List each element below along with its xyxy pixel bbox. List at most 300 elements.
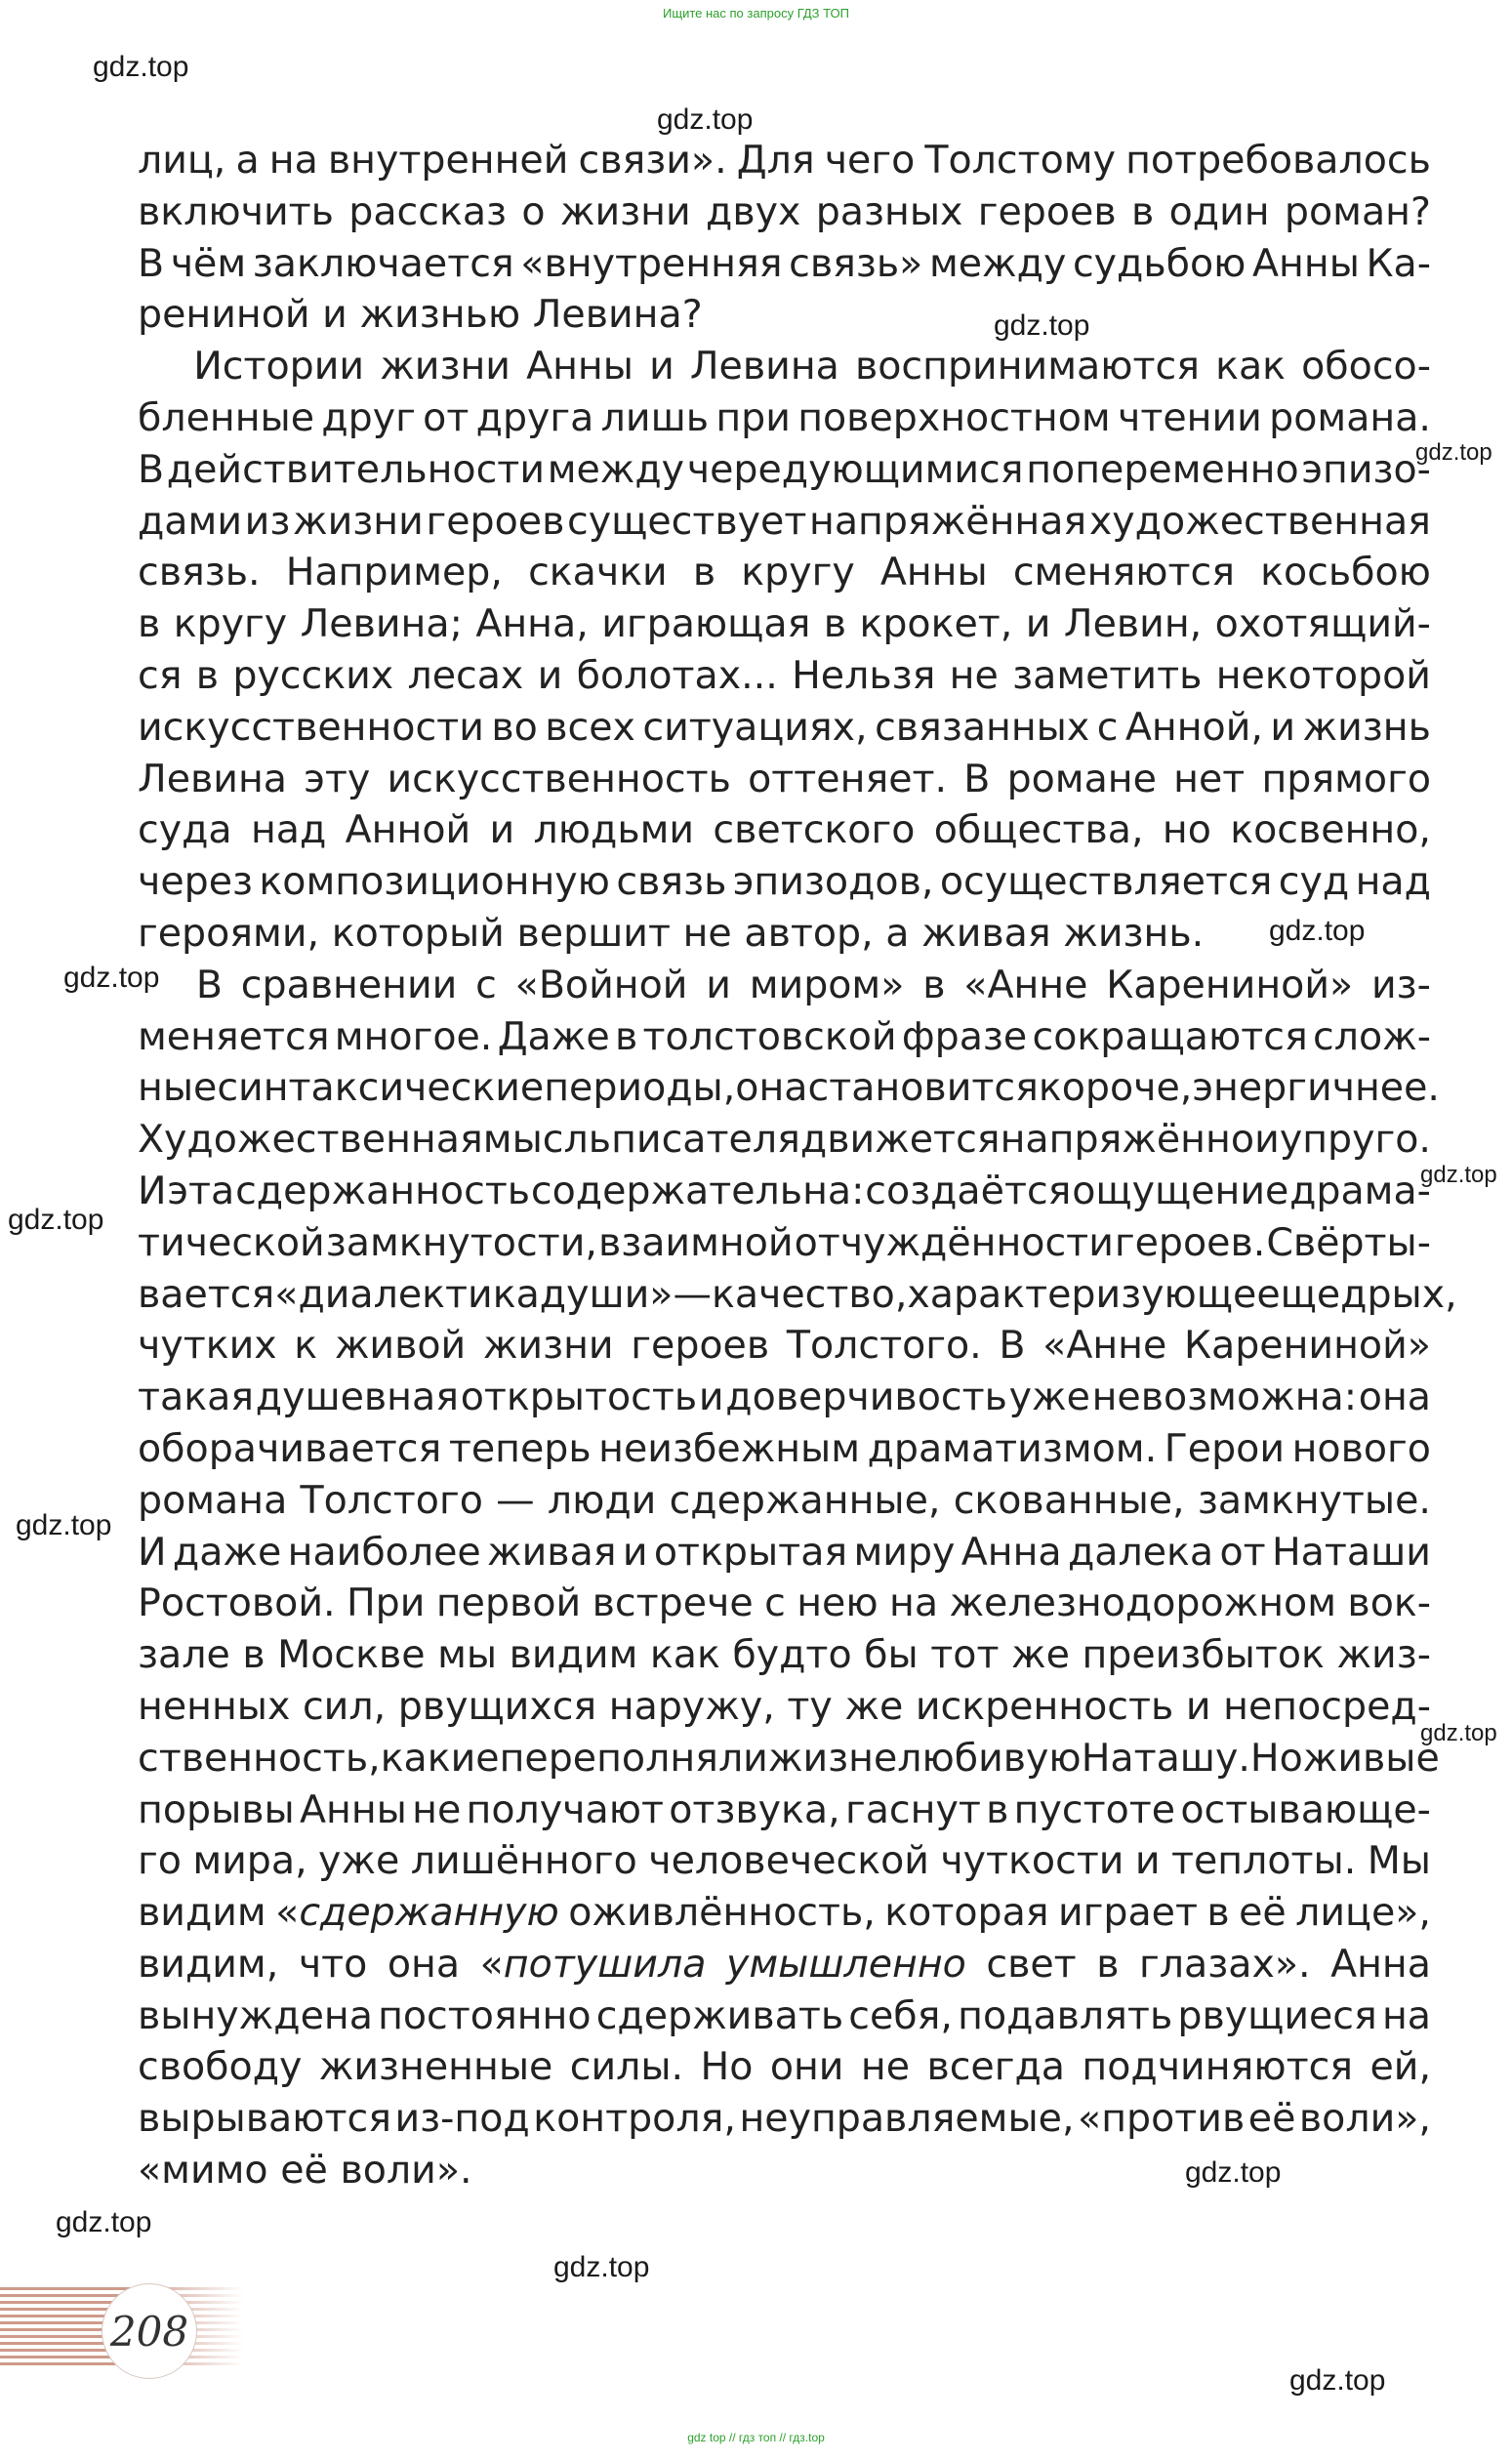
- word: художественная: [1088, 498, 1431, 544]
- word: жизнь.: [1063, 910, 1205, 956]
- word: живые: [1302, 1735, 1440, 1781]
- word: который: [331, 910, 505, 956]
- watermark: gdz.top: [1420, 1162, 1497, 1188]
- word: Левина;: [300, 601, 463, 647]
- word: над: [250, 807, 327, 853]
- word: Карениной»: [1183, 1323, 1431, 1369]
- word: периоды,: [544, 1065, 736, 1111]
- word: Левина: [689, 344, 839, 390]
- word: Левина?: [532, 292, 703, 338]
- word: В: [195, 962, 223, 1007]
- word: романа: [138, 1477, 288, 1523]
- word: душевная: [255, 1374, 459, 1420]
- word: воли»,: [1298, 2096, 1431, 2142]
- word: нет: [1173, 756, 1246, 801]
- word: связи».: [578, 138, 727, 183]
- word: какие: [380, 1735, 500, 1781]
- word: «Анне: [1042, 1323, 1167, 1369]
- word: жиз-: [1336, 1632, 1431, 1678]
- word: чутких: [138, 1323, 277, 1369]
- text-line: [138, 444, 1431, 496]
- word: потребовалось: [1125, 138, 1431, 183]
- word: обосо-: [1301, 344, 1431, 390]
- word: действительности: [166, 446, 545, 492]
- word: а: [885, 910, 910, 956]
- word: и: [1270, 704, 1296, 750]
- text-line: [138, 1939, 1431, 1990]
- word: внутренней: [327, 138, 569, 183]
- word: напряжённо: [1000, 1117, 1255, 1163]
- text-line: [138, 392, 1431, 444]
- word: синтаксические: [217, 1065, 545, 1111]
- word: Левина: [138, 756, 287, 801]
- word: мы: [437, 1632, 498, 1678]
- word: будто: [732, 1632, 852, 1678]
- word: живая: [921, 910, 1051, 956]
- word: Анны: [1252, 240, 1360, 286]
- word: дами: [138, 498, 242, 544]
- watermark: gdz.top: [1289, 2364, 1386, 2397]
- word: из-под: [394, 2096, 530, 2142]
- word: в: [1206, 1890, 1230, 1936]
- word: с: [1096, 704, 1119, 750]
- word: отзвука,: [669, 1786, 840, 1832]
- watermark: gdz.top: [1420, 1720, 1497, 1746]
- word: судьбою: [1072, 240, 1246, 286]
- word: автор,: [744, 910, 874, 956]
- word: разных: [815, 188, 963, 234]
- word: романа.: [1269, 394, 1431, 440]
- text-line: [138, 1269, 1457, 1321]
- word: что: [298, 1941, 368, 1987]
- word: пустоте: [1013, 1786, 1176, 1832]
- word: сравнении: [240, 962, 458, 1007]
- text-line: [138, 186, 1431, 238]
- word: сил,: [302, 1683, 387, 1729]
- text-line: [138, 702, 1431, 754]
- word: Истории: [193, 344, 365, 390]
- word: Анна,: [475, 601, 589, 647]
- word: отчуждённости: [794, 1219, 1114, 1265]
- word: В: [138, 240, 165, 286]
- word: ощущение: [1072, 1168, 1289, 1213]
- word: контроля,: [533, 2096, 736, 2142]
- word: создаётся: [865, 1168, 1072, 1213]
- text-line: [138, 238, 1431, 290]
- word: искусственности: [138, 704, 484, 750]
- word: Но: [700, 2044, 754, 2090]
- word: прямого: [1261, 756, 1431, 801]
- word: лице»,: [1295, 1890, 1431, 1936]
- word: при: [715, 394, 791, 440]
- word: жизни: [293, 498, 424, 544]
- word: теперь: [448, 1425, 592, 1471]
- text-line: [138, 908, 1431, 960]
- text-line: [138, 547, 1431, 598]
- word: упруго.: [1279, 1117, 1431, 1163]
- text-line: [138, 1423, 1431, 1475]
- text-line: [138, 960, 1431, 1011]
- word: короче,: [1038, 1065, 1193, 1111]
- text-line: [138, 598, 1431, 650]
- word: друга: [475, 394, 594, 440]
- word: в: [823, 601, 847, 647]
- word: нового: [1291, 1425, 1431, 1471]
- word: ные: [138, 1065, 218, 1111]
- word: вершит: [516, 910, 671, 956]
- word: меняется: [138, 1013, 330, 1059]
- word: её: [280, 2148, 328, 2194]
- word: неизбежным: [598, 1425, 861, 1471]
- word: её: [1247, 2096, 1296, 2142]
- word: не: [412, 1786, 462, 1832]
- text-line: [138, 804, 1431, 856]
- word: в: [692, 550, 716, 595]
- word: же: [844, 1683, 904, 1729]
- word: миром»: [749, 962, 905, 1007]
- word: даже: [172, 1529, 282, 1575]
- word: Анны: [300, 1786, 407, 1832]
- text-line: [138, 1887, 1431, 1939]
- word: двух: [706, 188, 801, 234]
- text-line: [138, 1835, 1431, 1887]
- text-line: [138, 1372, 1431, 1423]
- text-line: [138, 1062, 1440, 1114]
- word: открытая: [653, 1529, 848, 1575]
- word: и: [706, 962, 731, 1007]
- word: свободу: [138, 2044, 303, 2090]
- word: неуправляемые,: [739, 2096, 1075, 2142]
- word: гаснут: [844, 1786, 981, 1832]
- text-line: [138, 1784, 1431, 1836]
- word: Карениной»: [1106, 962, 1354, 1007]
- text-line: [138, 650, 1431, 702]
- text-line: [138, 1320, 1431, 1372]
- word: и: [649, 344, 674, 390]
- word: заметить: [1012, 652, 1203, 698]
- word: суд: [1278, 859, 1350, 905]
- word: подавлять: [958, 1992, 1173, 2038]
- watermark: gdz.top: [1415, 439, 1492, 466]
- word: героев: [426, 498, 565, 544]
- word: оборачивается: [138, 1425, 442, 1471]
- word: в: [986, 1786, 1009, 1832]
- word: видим: [509, 1632, 638, 1678]
- word: «внутренняя: [520, 240, 783, 286]
- word: всех: [545, 704, 635, 750]
- word: в: [138, 601, 161, 647]
- word: такая: [138, 1374, 255, 1420]
- word: Анна: [960, 1529, 1062, 1575]
- word: живой: [334, 1323, 467, 1369]
- word: чтении: [1118, 394, 1262, 440]
- word: она: [387, 1941, 461, 1987]
- word: Например,: [285, 550, 503, 595]
- word: оттеняет.: [748, 756, 948, 801]
- text-line: [138, 1578, 1431, 1629]
- watermark: gdz.top: [1269, 915, 1366, 947]
- word: сдержанность: [235, 1168, 531, 1213]
- word: жизнь: [1302, 704, 1431, 750]
- word: не: [949, 652, 999, 698]
- word: героев.: [1114, 1219, 1266, 1265]
- word: связанных: [875, 704, 1090, 750]
- word: один: [1168, 188, 1270, 234]
- word: встрече: [592, 1580, 754, 1626]
- word: порывы: [138, 1786, 295, 1832]
- word: взаимной: [597, 1219, 794, 1265]
- word: Герои: [1164, 1425, 1286, 1471]
- word: сдерживать: [595, 1992, 844, 2038]
- word: Анна: [1330, 1941, 1431, 1987]
- word: и: [622, 1529, 648, 1575]
- word: косьбою: [1260, 550, 1431, 595]
- word: рениной: [138, 292, 310, 338]
- word: косвенно,: [1230, 807, 1431, 853]
- word: умышленно: [725, 1941, 966, 1987]
- word: —: [673, 1271, 712, 1317]
- word: жизненные: [318, 2044, 553, 2090]
- word: эту: [304, 756, 371, 801]
- word: подчиняются: [1082, 2044, 1354, 2090]
- word: композиционную: [259, 859, 610, 905]
- word: людьми: [533, 807, 695, 853]
- word: «потушила: [479, 1941, 707, 1987]
- text-line: [138, 1114, 1431, 1166]
- word: светского: [713, 807, 916, 853]
- word: и: [1185, 1683, 1211, 1729]
- word: драма-: [1289, 1168, 1431, 1213]
- word: от: [423, 394, 470, 440]
- text-line: [138, 1527, 1431, 1579]
- word: о: [521, 188, 546, 234]
- word: преизбыток: [1082, 1632, 1325, 1678]
- word: Анной,: [1124, 704, 1263, 750]
- word: и: [698, 1374, 724, 1420]
- word: общества,: [933, 807, 1144, 853]
- word: рвущихся: [397, 1683, 597, 1729]
- word: эта: [167, 1168, 235, 1213]
- word: «сдержанную: [275, 1890, 559, 1936]
- word: зале: [138, 1632, 230, 1678]
- word: воли».: [340, 2148, 472, 2194]
- word: чуткости: [940, 1838, 1124, 1884]
- text-line: [138, 1475, 1431, 1527]
- word: мира,: [192, 1838, 307, 1884]
- text-line: [138, 135, 1431, 186]
- word: щедрых,: [1280, 1271, 1457, 1317]
- word: лесах: [407, 652, 524, 698]
- word: замкнутые.: [1197, 1477, 1431, 1523]
- text-line: [138, 1011, 1431, 1063]
- word: скованные,: [953, 1477, 1185, 1523]
- word: и: [322, 292, 347, 338]
- word: ситуациях,: [642, 704, 868, 750]
- word: над: [1355, 859, 1431, 905]
- watermark: gdz.top: [56, 2206, 152, 2238]
- word: и: [1025, 601, 1051, 647]
- word: связь: [616, 859, 727, 905]
- word: Анны: [879, 550, 988, 595]
- word: эпизо-: [1301, 446, 1431, 492]
- text-line: [138, 856, 1431, 908]
- word: Для: [736, 138, 815, 183]
- top-banner: Ищите нас по запросу ГДЗ ТОП: [663, 6, 849, 21]
- word: и: [537, 652, 563, 698]
- word: напряжённая: [809, 498, 1087, 544]
- word: железнодорожном: [949, 1580, 1336, 1626]
- word: болотах...: [576, 652, 778, 698]
- word: Анны: [526, 344, 633, 390]
- word: Даже: [497, 1013, 610, 1059]
- page-number-badge: [102, 2283, 197, 2379]
- word: связь.: [138, 550, 261, 595]
- word: доверчивость: [725, 1374, 1007, 1420]
- word: крокет,: [859, 601, 1013, 647]
- word: связь»: [789, 240, 923, 286]
- word: фразе: [901, 1013, 1028, 1059]
- word: заключается: [252, 240, 514, 286]
- word: с: [475, 962, 497, 1007]
- text-line: [138, 289, 1431, 341]
- watermark: gdz.top: [63, 962, 160, 994]
- word: они: [769, 2044, 844, 2090]
- word: В: [963, 756, 991, 801]
- watermark: gdz.top: [16, 1509, 112, 1541]
- text-line: [138, 2093, 1431, 2145]
- word: многое.: [334, 1013, 493, 1059]
- word: качество,: [711, 1271, 908, 1317]
- word: силы.: [569, 2044, 684, 2090]
- word: уже: [1008, 1374, 1090, 1420]
- word: видим,: [138, 1941, 279, 1987]
- word: характеризующее: [907, 1271, 1281, 1317]
- word: слож-: [1313, 1013, 1431, 1059]
- word: её: [1239, 1890, 1287, 1936]
- word: в: [1130, 188, 1155, 234]
- word: оживлённость,: [568, 1890, 876, 1936]
- word: чередующимися: [686, 446, 1024, 492]
- word: Ка-: [1366, 240, 1431, 286]
- word: суда: [138, 807, 232, 853]
- word: от: [1219, 1529, 1266, 1575]
- word: Ростовой.: [138, 1580, 336, 1626]
- watermark: gdz.top: [1185, 2156, 1282, 2189]
- word: роман?: [1284, 188, 1431, 234]
- text-line: [138, 754, 1431, 805]
- word: рассказ: [348, 188, 508, 234]
- word: она: [735, 1065, 808, 1111]
- word: играющая: [601, 601, 811, 647]
- word: Толстого: [300, 1477, 483, 1523]
- word: И: [138, 1168, 167, 1213]
- word: жизни: [482, 1323, 614, 1369]
- word: некоторой: [1215, 652, 1431, 698]
- word: Мы: [1367, 1838, 1431, 1884]
- word: становится: [807, 1065, 1039, 1111]
- word: переполняли: [499, 1735, 768, 1781]
- word: вырываются: [138, 2096, 391, 2142]
- word: искусственность: [387, 756, 731, 801]
- word: осуществляется: [939, 859, 1273, 905]
- word: человеческой: [648, 1838, 929, 1884]
- word: сокращаются: [1032, 1013, 1308, 1059]
- bottom-banner: gdz top // гдз топ // гдз.top: [687, 2431, 825, 2444]
- word: кругу: [741, 550, 855, 595]
- word: свет: [986, 1941, 1077, 1987]
- word: попеременно: [1026, 446, 1299, 492]
- word: вается: [138, 1271, 275, 1317]
- word: героев: [977, 188, 1117, 234]
- word: на: [889, 1580, 939, 1626]
- word: существует: [567, 498, 807, 544]
- word: драматизмом.: [867, 1425, 1158, 1471]
- word: романе: [1006, 756, 1157, 801]
- word: а: [235, 138, 260, 183]
- word: жизни: [380, 344, 511, 390]
- word: поверхностном: [797, 394, 1111, 440]
- word: Но: [1249, 1735, 1303, 1781]
- word: жизни: [559, 188, 691, 234]
- word: далека: [1067, 1529, 1214, 1575]
- word: включить: [138, 188, 334, 234]
- word: уже: [318, 1838, 400, 1884]
- word: на: [268, 138, 318, 183]
- word: искренность: [915, 1683, 1174, 1729]
- word: ей,: [1369, 2044, 1431, 2090]
- watermark: gdz.top: [93, 51, 189, 83]
- word: Свёрты-: [1266, 1219, 1431, 1265]
- word: воспринимаются: [854, 344, 1200, 390]
- word: из: [244, 498, 291, 544]
- word: наружу,: [608, 1683, 775, 1729]
- word: же: [1011, 1632, 1070, 1678]
- page-number: 208: [109, 2307, 189, 2356]
- word: но: [1162, 807, 1211, 853]
- word: содержательна:: [530, 1168, 865, 1213]
- word: тической: [138, 1219, 325, 1265]
- text-line: [138, 496, 1431, 548]
- word: лишь: [600, 394, 710, 440]
- word: между: [547, 446, 685, 492]
- word: «Войной: [514, 962, 688, 1007]
- word: Наташи: [1271, 1529, 1431, 1575]
- word: наиболее: [287, 1529, 481, 1575]
- word: бленные: [138, 394, 315, 440]
- word: движется: [799, 1117, 1001, 1163]
- word: Левин,: [1063, 601, 1203, 647]
- word: с: [764, 1580, 786, 1626]
- word: писателя: [611, 1117, 800, 1163]
- text-line: [138, 1217, 1431, 1269]
- word: В: [999, 1323, 1026, 1369]
- word: постоянно: [378, 1992, 592, 2038]
- text-line: [138, 1681, 1431, 1733]
- word: ненных: [138, 1683, 291, 1729]
- word: чём: [170, 240, 247, 286]
- word: и: [1134, 1838, 1161, 1884]
- word: «Анне: [963, 962, 1088, 1007]
- word: героев: [631, 1323, 770, 1369]
- word: вок-: [1347, 1580, 1431, 1626]
- word: в: [922, 962, 946, 1007]
- word: При: [346, 1580, 426, 1626]
- word: рвущиеся: [1177, 1992, 1377, 2038]
- word: миру: [853, 1529, 956, 1575]
- word: не: [860, 2044, 911, 2090]
- word: «против: [1078, 2096, 1246, 2142]
- word: ся: [138, 652, 183, 698]
